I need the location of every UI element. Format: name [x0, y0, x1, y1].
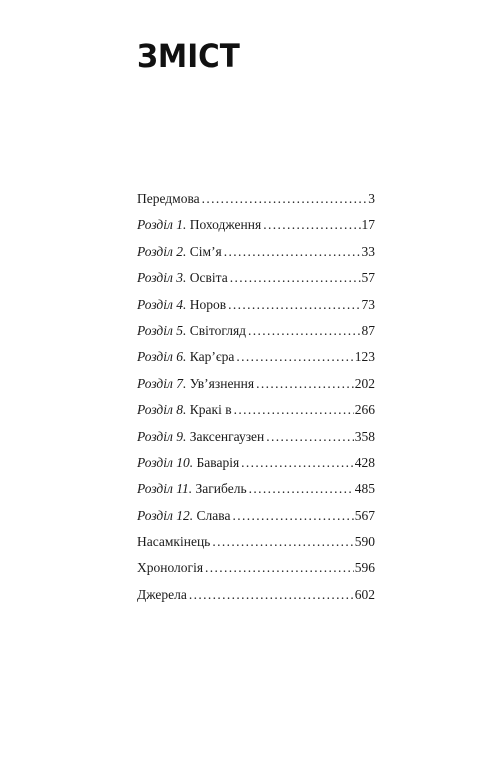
toc-entry[interactable]	[137, 344, 375, 370]
dot-leader	[241, 450, 354, 476]
toc-entry-label	[137, 344, 234, 370]
toc-entry-label	[137, 582, 187, 608]
toc-entry-label	[137, 186, 200, 212]
dot-leader	[249, 476, 354, 502]
toc-entry-label	[137, 212, 261, 238]
toc-entry[interactable]	[137, 555, 375, 581]
toc-entry-label	[137, 450, 239, 476]
toc-page-number: 33	[361, 243, 375, 259]
dot-leader	[248, 318, 360, 344]
toc-entry[interactable]	[137, 424, 375, 450]
toc-chapter-number: Розділ 9.	[137, 428, 187, 444]
toc-entry[interactable]	[137, 292, 375, 318]
toc-chapter-title: Загибель	[195, 481, 247, 497]
toc-entry[interactable]	[137, 582, 375, 608]
toc-page-number: 428	[354, 454, 375, 470]
toc-entry[interactable]	[137, 265, 375, 291]
toc-page-number: 57	[361, 270, 375, 286]
toc-chapter-number: Розділ 3.	[137, 270, 187, 286]
toc-chapter-title: Світогляд	[189, 322, 247, 338]
toc-entry[interactable]	[137, 503, 375, 529]
toc-entry-label	[137, 555, 203, 581]
toc-entry[interactable]	[137, 239, 375, 265]
toc-entry[interactable]	[137, 371, 375, 397]
dot-leader	[202, 186, 368, 212]
toc-entry[interactable]	[137, 476, 375, 502]
dot-leader	[232, 503, 353, 529]
toc-page-number: 590	[354, 534, 375, 550]
toc-chapter-title: Кар’єра	[189, 349, 235, 365]
dot-leader	[205, 555, 354, 581]
page-title: ЗМІСТ	[137, 37, 240, 75]
toc-page-number: 596	[354, 560, 375, 576]
toc-chapter-number: Розділ 7.	[137, 375, 187, 391]
toc-chapter-title: Норов	[189, 296, 227, 312]
toc-entry[interactable]	[137, 397, 375, 423]
dot-leader	[263, 212, 360, 238]
toc-entry[interactable]	[137, 318, 375, 344]
toc-entry[interactable]	[137, 186, 375, 212]
toc-chapter-title: Насамкінець	[137, 534, 211, 550]
toc-entry-label	[137, 529, 210, 555]
toc-entry-label	[137, 397, 232, 423]
toc-chapter-number: Розділ 6.	[137, 349, 187, 365]
toc-chapter-number: Розділ 10.	[137, 454, 194, 470]
toc-entry-label	[137, 292, 226, 318]
toc-page-number: 3	[368, 191, 375, 206]
dot-leader	[212, 529, 353, 555]
toc-chapter-title: Баварія	[196, 454, 240, 470]
toc-chapter-number: Розділ 12.	[137, 507, 194, 523]
toc-entry[interactable]	[137, 212, 375, 238]
toc-chapter-number: Розділ 2.	[137, 243, 187, 259]
toc-chapter-title: Походження	[189, 217, 262, 233]
toc-chapter-title: Передмова	[137, 191, 200, 206]
toc-entry-label	[137, 265, 228, 291]
toc-page-number: 73	[361, 296, 375, 312]
dot-leader	[236, 344, 353, 370]
dot-leader	[256, 371, 354, 397]
toc-chapter-number: Розділ 11.	[137, 481, 193, 497]
dot-leader	[228, 292, 360, 318]
toc-page-number: 202	[354, 375, 375, 391]
toc-chapter-number: Розділ 1.	[137, 217, 187, 233]
toc-entry-label	[137, 476, 247, 502]
dot-leader	[230, 265, 361, 291]
toc-entry-label	[137, 371, 254, 397]
dot-leader	[234, 397, 354, 423]
toc-entry[interactable]	[137, 529, 375, 555]
toc-page-number: 567	[354, 507, 375, 523]
toc-page-number: 266	[354, 402, 375, 418]
toc-entry-label	[137, 503, 230, 529]
dot-leader	[266, 424, 353, 450]
toc-chapter-title: Освіта	[189, 270, 228, 286]
toc-chapter-title: Джерела	[137, 586, 187, 602]
toc-page-number: 358	[354, 428, 375, 444]
toc-chapter-number: Розділ 8.	[137, 402, 187, 418]
table-of-contents	[137, 186, 375, 608]
toc-page-number: 123	[354, 349, 375, 365]
toc-chapter-title: Слава	[196, 507, 231, 523]
toc-chapter-title: Сім’я	[189, 243, 222, 259]
toc-entry-label	[137, 318, 246, 344]
toc-chapter-title: Кракі в	[189, 402, 232, 418]
toc-chapter-number: Розділ 4.	[137, 296, 187, 312]
toc-page-number: 17	[361, 217, 375, 233]
toc-page-number: 87	[361, 322, 375, 338]
toc-chapter-title: Заксенгаузен	[189, 428, 265, 444]
toc-chapter-number: Розділ 5.	[137, 322, 187, 338]
toc-entry-label	[137, 424, 264, 450]
toc-page-number: 485	[354, 481, 375, 497]
toc-entry-label	[137, 239, 222, 265]
toc-page-number: 602	[354, 586, 375, 602]
toc-chapter-title: Хронологія	[137, 560, 204, 576]
toc-entry[interactable]	[137, 450, 375, 476]
toc-chapter-title: Ув’язнення	[189, 375, 255, 391]
dot-leader	[224, 239, 361, 265]
dot-leader	[189, 582, 354, 608]
